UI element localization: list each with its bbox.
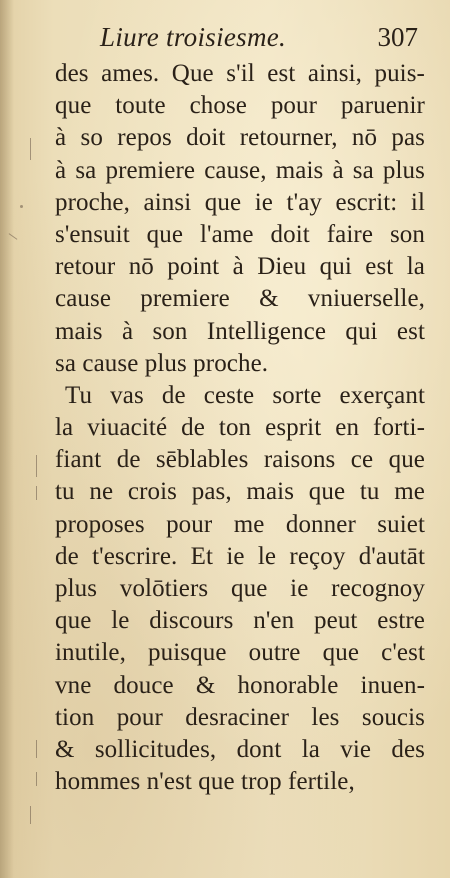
text-line: tion pour desraciner les soucis bbox=[55, 703, 425, 731]
text-line: plus volōtiers que ie recognoy bbox=[55, 575, 425, 602]
text-line: proposes pour me donner suiet bbox=[55, 510, 425, 538]
text-line: à so repos doit retourner, nō pas bbox=[55, 124, 425, 152]
text-line: fiant de sēblables raisons ce que bbox=[55, 446, 425, 474]
text-line: inutile, puisque outre que c'est bbox=[55, 639, 425, 667]
page-gutter-shadow bbox=[0, 0, 14, 878]
margin-mark bbox=[30, 806, 31, 824]
text-line: de t'escrire. Et ie le reçoy d'autāt bbox=[55, 542, 425, 570]
body-text bbox=[55, 58, 425, 798]
margin-mark bbox=[36, 740, 37, 758]
margin-mark bbox=[36, 772, 37, 786]
text-line: à sa premiere cause, mais à sa plus bbox=[55, 156, 425, 184]
text-line: vne douce & honorable inuen- bbox=[55, 671, 425, 699]
page-header bbox=[100, 22, 420, 62]
text-line: proche, ainsi que ie t'ay escrit: il bbox=[55, 188, 425, 216]
text-line: des ames. Que s'il est ainsi, puis- bbox=[55, 60, 425, 87]
margin-mark bbox=[36, 486, 37, 500]
text-line: que le discours n'en peut estre bbox=[55, 607, 425, 635]
text-line: la viuacité de ton esprit en forti- bbox=[55, 414, 425, 442]
margin-mark bbox=[20, 205, 23, 208]
text-line: mais à son Intelligence qui est bbox=[55, 317, 425, 345]
text-line: & sollicitudes, dont la vie des bbox=[55, 735, 425, 763]
text-line: sa cause plus proche. bbox=[55, 349, 269, 377]
text-line: cause premiere & vniuerselle, bbox=[55, 285, 425, 313]
text-line: retour nō point à Dieu qui est la bbox=[55, 253, 425, 281]
paragraph-start-line: Tu vas de ceste sorte exerçant bbox=[65, 381, 425, 409]
text-line: hommes n'est que trop fertile, bbox=[55, 768, 355, 796]
page-number: 307 bbox=[377, 22, 418, 52]
margin-mark bbox=[36, 455, 37, 477]
text-line: tu ne crois pas, mais que tu me bbox=[55, 478, 425, 506]
running-head: Liure troisiesme. bbox=[100, 22, 287, 52]
text-line: s'ensuit que l'ame doit faire son bbox=[55, 220, 425, 248]
text-line: que toute chose pour paruenir bbox=[55, 92, 425, 120]
margin-mark bbox=[30, 138, 31, 160]
